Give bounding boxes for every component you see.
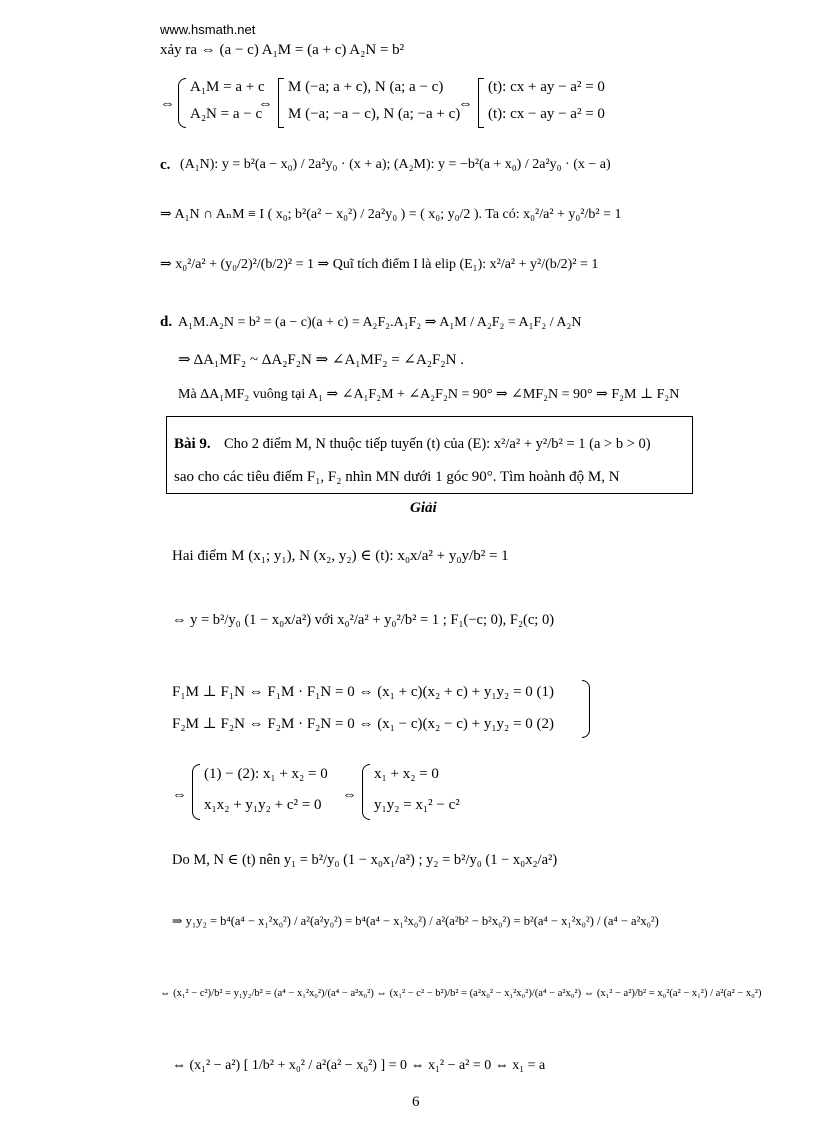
part-c-line-3: ⇒ x₀²/a² + (y₀/2)²/(b/2)² = 1 ⇒ Quĩ tích điểm I là elip (E₁): x²/a² + y²/(b/2)² = 1 xyxy=(160,257,599,272)
part-c-label: c. xyxy=(160,157,171,173)
solution-line-4: F₂M ⊥ F₂N ⇔ F₂M · F₂N = 0 ⇔ (x₁ − c)(x₂ − c) + y₁y₂ = 0 (2) xyxy=(172,716,554,732)
solution-line-7: ⇒ y₁y₂ = b⁴(a⁴ − x₁²x₀²) / a²(a²y₀²) = b⁴(a⁴ − x₁²x₀²) / a²(a²b² − b²x₀²) = b²(a⁴ − x₁²x₀²) / (a⁴ − a²x₀²) xyxy=(172,914,659,928)
left-bracket xyxy=(478,78,484,128)
part-d-line-1: A₁M.A₂N = b² = (a − c)(a + c) = A₂F₂.A₁F₂ ⇒ A₁M / A₂F₂ = A₁F₂ / A₂N xyxy=(178,315,582,330)
part-c-line-2: ⇒ A₁N ∩ AₙM ≡ I ( x₀; b²(a² − x₀²) / 2a²y₀ ) = ( x₀; y₀/2 ). Ta có: x₀²/a² + y₀²/b² = 1 xyxy=(160,207,622,222)
equiv-symbol: ⇔ xyxy=(160,96,175,112)
page-number: 6 xyxy=(412,1094,420,1110)
part-d-label: d. xyxy=(160,314,173,330)
left-bracket xyxy=(278,78,284,128)
left-brace xyxy=(362,764,370,820)
equiv-symbol: ⇔ xyxy=(258,96,273,112)
equiv-symbol: ⇔ xyxy=(458,96,473,112)
text-line-1: xảy ra ⇔ (a − c) A₁M = (a + c) A₂N = b² xyxy=(160,42,405,58)
solution-line-1: Hai điểm M (x₁; y₁), N (x₂, y₂) ∈ (t): x₀x/a² + y₀y/b² = 1 xyxy=(172,548,509,564)
exercise-text-1: Cho 2 điểm M, N thuộc tiếp tuyến (t) của (E): x²/a² + y²/b² = 1 (a > b > 0) xyxy=(224,436,651,452)
tangent-1: (t): cx + ay − a² = 0 xyxy=(488,79,605,95)
exercise-text-2: sao cho các tiêu điểm F₁, F₂ nhìn MN dưới 1 góc 90°. Tìm hoành độ M, N xyxy=(174,469,620,485)
system-eq-1: A₁M = a + c xyxy=(190,79,265,95)
tangent-2: (t): cx − ay − a² = 0 xyxy=(488,106,605,122)
equiv-symbol: ⇔ xyxy=(172,787,187,803)
left-brace xyxy=(192,764,200,820)
system-product: x₁x₂ + y₁y₂ + c² = 0 xyxy=(204,797,322,813)
solution-line-9: ⇔ (x₁² − a²) [ 1/b² + x₀² / a²(a² − x₀²) ] = 0 ⇔ x₁² − a² = 0 ⇔ x₁ = a xyxy=(172,1058,546,1073)
case-1: M (−a; a + c), N (a; a − c) xyxy=(288,79,444,95)
system-sum: x₁ + x₂ = 0 xyxy=(374,766,439,782)
system-y-product: y₁y₂ = x₁² − c² xyxy=(374,797,460,813)
system-diff: (1) − (2): x₁ + x₂ = 0 xyxy=(204,766,328,782)
right-brace xyxy=(582,680,590,738)
solution-line-3: F₁M ⊥ F₁N ⇔ F₁M · F₁N = 0 ⇔ (x₁ + c)(x₂ + c) + y₁y₂ = 0 (1) xyxy=(172,684,554,700)
equiv-symbol: ⇔ xyxy=(342,787,357,803)
part-d-line-2: ⇒ ΔA₁MF₂ ~ ΔA₂F₂N ⇒ ∠A₁MF₂ = ∠A₂F₂N . xyxy=(178,352,464,368)
solution-line-2: ⇔ y = b²/y₀ (1 − x₀x/a²) với x₀²/a² + y₀²/b² = 1 ; F₁(−c; 0), F₂(c; 0) xyxy=(172,612,555,628)
exercise-label: Bài 9. xyxy=(174,436,211,452)
part-c-line-1: (A₁N): y = b²(a − x₀) / 2a²y₀ · (x + a); (A₂M): y = −b²(a + x₀) / 2a²y₀ · (x − a) xyxy=(180,157,611,172)
part-d-line-3: Mà ΔA₁MF₂ vuông tại A₁ ⇒ ∠A₁F₂M + ∠A₂F₂N = 90° ⇒ ∠MF₂N = 90° ⇒ F₂M ⊥ F₂N xyxy=(178,387,680,402)
solution-line-6: Do M, N ∈ (t) nên y₁ = b²/y₀ (1 − x₀x₁/a²) ; y₂ = b²/y₀ (1 − x₀x₂/a²) xyxy=(172,852,558,868)
system-eq-2: A₂N = a − c xyxy=(190,106,263,122)
website-header: www.hsmath.net xyxy=(160,22,256,37)
left-brace xyxy=(178,78,186,128)
solution-line-8: ⇔ (x₁² − c²)/b² = y₁y₂/b² = (a⁴ − x₁²x₀²)/(a⁴ − a²x₀²) ⇔ (x₁² − c² − b²)/b² = (a²x₀² − x₁²x₀²)/(a⁴ − a²x₀²) ⇔ (x₁² − a²)/b² = x₀²(a² − x₁²) / a²(a² − x₀²) xyxy=(160,988,762,999)
solution-title: Giải xyxy=(410,500,437,516)
case-2: M (−a; −a − c), N (a; −a + c) xyxy=(288,106,461,122)
